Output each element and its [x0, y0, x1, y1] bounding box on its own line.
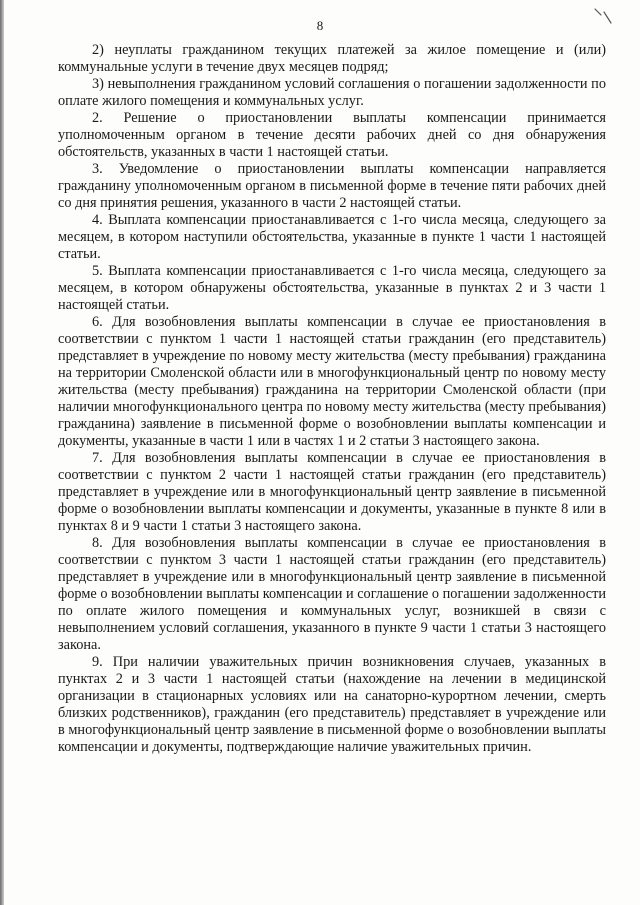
paragraph-part-2: 2. Решение о приостановлении выплаты компенсации принимается уполномоченным органом в течение десяти рабочих дней со дня обнаружения обстоятельств, указанных в части 1 настоящей статьи.	[58, 110, 606, 160]
paragraph-subitem-3: 3) невыполнения гражданином условий соглашения о погашении задолженности по оплате жилого помещения и коммунальных услуг.	[58, 76, 606, 109]
paragraph-part-8: 8. Для возобновления выплаты компенсации в случае ее приостановления в соответствии с пунктом 3 части 1 настоящей статьи гражданин (его представитель) представляет в учреждение или в многофункциональный центр заявление в письменной форме о возобновлении выплаты компенсации и соглашение о погашении задолженности по оплате жилого помещения и коммунальных услуг, возникшей в связи с невыполнением условий соглашения, указанного в пункте 9 части 1 статьи 3 настоящего закона.	[58, 535, 606, 653]
paragraph-subitem-2: 2) неуплаты гражданином текущих платежей за жилое помещение и (или) коммунальные услуги в течение двух месяцев подряд;	[58, 42, 606, 75]
paragraph-part-7: 7. Для возобновления выплаты компенсации в случае ее приостановления в соответствии с пунктом 2 части 1 настоящей статьи гражданин (его представитель) представляет в учреждение или в многофункциональный центр заявление в письменной форме о возобновлении выплаты компенсации и документы, указанные в пункте 8 или в пунктах 8 и 9 части 1 статьи 3 настоящего закона.	[58, 450, 606, 534]
document-body	[58, 42, 606, 756]
paragraph-part-4: 4. Выплата компенсации приостанавливается с 1-го числа месяца, следующего за месяцем, в котором наступили обстоятельства, указанные в пункте 1 части 1 настоящей статьи.	[58, 212, 606, 262]
corner-pen-mark-icon	[592, 6, 614, 28]
scan-left-edge	[0, 0, 4, 905]
paragraph-part-9: 9. При наличии уважительных причин возникновения случаев, указанных в пунктах 2 и 3 части 1 настоящей статьи (нахождение на лечении в медицинской организации в стационарных условиях или на санаторно-курортном лечении, смерть близких родственников), гражданин (его представитель) представляет в учреждение или в многофункциональный центр заявление в письменной форме о возобновлении выплаты компенсации и документы, подтверждающие наличие уважительных причин.	[58, 654, 606, 755]
paragraph-part-3: 3. Уведомление о приостановлении выплаты компенсации направляется гражданину уполномоченным органом в письменной форме в течение пяти рабочих дней со дня принятия решения, указанного в части 2 настоящей статьи.	[58, 161, 606, 211]
page-number: 8	[316, 18, 324, 33]
paragraph-part-6: 6. Для возобновления выплаты компенсации в случае ее приостановления в соответствии с пунктом 1 части 1 настоящей статьи гражданин (его представитель) представляет в учреждение по новому месту жительства (месту пребывания) гражданина на территории Смоленской области или в многофункциональный центр по новому месту жительства (месту пребывания) гражданина на территории Смоленской области (при наличии многофункционального центра по новому месту жительства (месту пребывания) гражданина) заявление в письменной форме о возобновлении выплаты компенсации и документы, указанные в части 1 или в частях 1 и 2 статьи 3 настоящего закона.	[58, 314, 606, 449]
paragraph-part-5: 5. Выплата компенсации приостанавливается с 1-го числа месяца, следующего за месяцем, в котором обнаружены обстоятельства, указанные в пунктах 2 и 3 части 1 настоящей статьи.	[58, 263, 606, 313]
